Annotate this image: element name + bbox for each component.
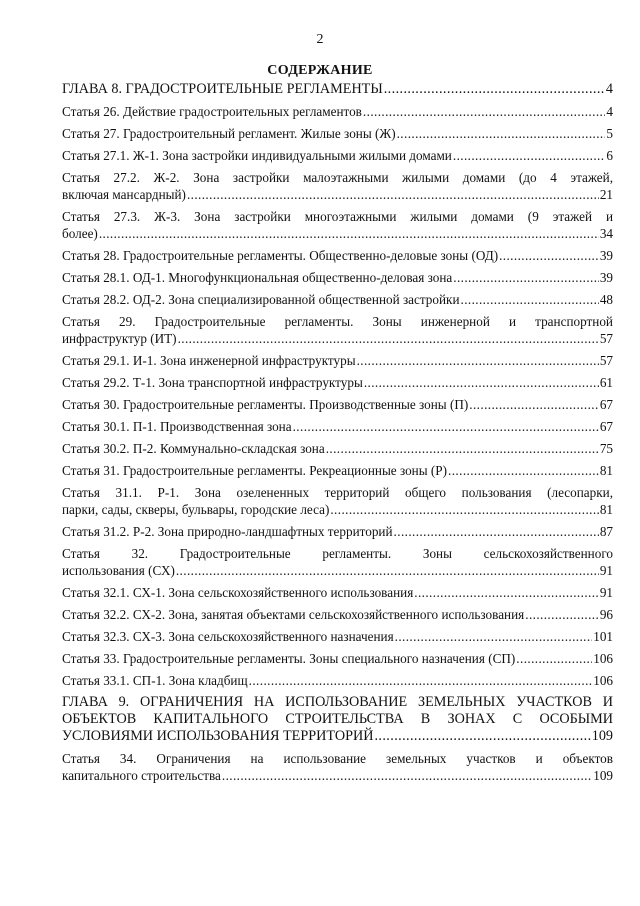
- toc-title: СОДЕРЖАНИЕ: [267, 63, 373, 78]
- dot-leader: [222, 767, 592, 784]
- toc-entry-page: 75: [599, 441, 613, 456]
- toc-entry-title: Статья 31.2. Р-2. Зона природно-ландшафтных территорий: [62, 524, 393, 539]
- toc-entry-chapter-8[interactable]: [62, 81, 613, 98]
- toc-entry-title: Статья 28.1. ОД-1. Многофункциональная общественно-деловая зона: [62, 270, 453, 285]
- toc-entry-title-line-2: инфраструктур (ИТ): [62, 331, 177, 346]
- toc-entry-title-line-3: УСЛОВИЯМИ ИСПОЛЬЗОВАНИЯ ТЕРРИТОРИЙ: [62, 728, 374, 744]
- dot-leader: [397, 125, 606, 142]
- toc-entry-title-line-1: ГЛАВА 9. ОГРАНИЧЕНИЯ НА ИСПОЛЬЗОВАНИЕ ЗЕМЕЛЬНЫХ УЧАСТКОВ И: [62, 694, 613, 710]
- toc-entry-title-line-2: более): [62, 226, 98, 241]
- toc-entry-page: 81: [599, 502, 613, 517]
- toc-entry-title-line-1: Статья 29. Градостроительные регламенты. Зоны инженерной и транспортной: [62, 314, 613, 329]
- dot-leader: [187, 186, 599, 203]
- dot-leader: [99, 225, 599, 242]
- toc-entry-article-27-3[interactable]: [62, 208, 613, 242]
- toc-entry-article-31[interactable]: [62, 462, 613, 479]
- toc-entry-page: 57: [599, 331, 613, 346]
- toc-entry-title: Статья 29.2. Т-1. Зона транспортной инфраструктуры: [62, 375, 363, 390]
- toc-entry-title: Статья 32.3. СХ-3. Зона сельскохозяйственного назначения: [62, 629, 394, 644]
- dot-leader: [414, 584, 599, 601]
- toc-entry-title: Статья 30.2. П-2. Коммунально-складская зона: [62, 441, 325, 456]
- toc-entry-article-32[interactable]: [62, 545, 613, 579]
- toc-entry-page: 21: [599, 187, 613, 202]
- toc-entry-article-27[interactable]: [62, 125, 613, 142]
- toc-entry-title: Статья 30.1. П-1. Производственная зона: [62, 419, 292, 434]
- toc-entry-page: 91: [599, 563, 613, 578]
- dot-leader: [453, 269, 599, 286]
- toc-entry-article-34[interactable]: [62, 750, 613, 784]
- toc-entry-title: Статья 27.1. Ж-1. Зона застройки индивидуальными жилыми домами: [62, 148, 452, 163]
- toc-entry-title: Статья 26. Действие градостроительных регламентов: [62, 104, 362, 119]
- toc-entry-page: 101: [593, 629, 613, 644]
- toc-entry-article-29[interactable]: [62, 313, 613, 347]
- toc-entry-article-29-2[interactable]: [62, 374, 613, 391]
- toc-entry-article-28[interactable]: [62, 247, 613, 264]
- toc-entry-title: Статья 28.2. ОД-2. Зона специализированной общественной застройки: [62, 292, 460, 307]
- toc-entry-title: Статья 30. Градостроительные регламенты. Производственные зоны (П): [62, 397, 469, 412]
- toc-entry-title-line-2: включая мансардный): [62, 187, 186, 202]
- toc-entry-chapter-9[interactable]: [62, 694, 613, 745]
- toc-entry-article-28-1[interactable]: [62, 269, 613, 286]
- toc-entry-title-line-2: ОБЪЕКТОВ КАПИТАЛЬНОГО СТРОИТЕЛЬСТВА В ЗОНАХ С ОСОБЫМИ: [62, 711, 613, 727]
- toc-entry-article-28-2[interactable]: [62, 291, 613, 308]
- toc-entry-article-26[interactable]: [62, 103, 613, 120]
- dot-leader: [395, 628, 593, 645]
- toc-entry-page: 81: [599, 463, 613, 478]
- toc-entry-article-32-2[interactable]: [62, 606, 613, 623]
- toc-entry-page: 96: [599, 607, 613, 622]
- toc-entry-article-27-2[interactable]: [62, 169, 613, 203]
- toc-entry-title-line-2: парки, сады, скверы, бульвары, городские леса): [62, 502, 330, 517]
- toc-entry-page: 106: [593, 673, 613, 688]
- dot-leader: [499, 247, 599, 264]
- toc-entry-title: Статья 32.1. СХ-1. Зона сельскохозяйственного использования: [62, 585, 414, 600]
- toc-entry-article-30-1[interactable]: [62, 418, 613, 435]
- toc-entry-page: 48: [599, 292, 613, 307]
- toc-entry-article-29-1[interactable]: [62, 352, 613, 369]
- toc-entry-article-30[interactable]: [62, 396, 613, 413]
- dot-leader: [516, 650, 592, 667]
- dot-leader: [176, 562, 599, 579]
- dot-leader: [394, 523, 599, 540]
- toc-entry-title-line-1: Статья 34. Ограничения на использование земельных участков и объектов: [62, 751, 613, 766]
- table-of-contents: [62, 81, 613, 789]
- toc-entry-article-33-1[interactable]: [62, 672, 613, 689]
- dot-leader: [326, 440, 599, 457]
- page-number: 2: [316, 32, 324, 47]
- dot-leader: [374, 728, 590, 745]
- toc-entry-page: 67: [599, 419, 613, 434]
- toc-entry-page: 6: [606, 148, 613, 163]
- toc-entry-title: Статья 27. Градостроительный регламент. Жилые зоны (Ж): [62, 126, 396, 141]
- dot-leader: [453, 147, 606, 164]
- toc-entry-title: Статья 31. Градостроительные регламенты. Рекреационные зоны (Р): [62, 463, 448, 478]
- toc-entry-article-27-1[interactable]: [62, 147, 613, 164]
- toc-entry-page: 34: [599, 226, 613, 241]
- toc-entry-title: Статья 33. Градостроительные регламенты. Зоны специального назначения (СП): [62, 651, 516, 666]
- toc-entry-page: 39: [599, 248, 613, 263]
- toc-entry-article-31-2[interactable]: [62, 523, 613, 540]
- toc-entry-title: Статья 29.1. И-1. Зона инженерной инфраструктуры: [62, 353, 356, 368]
- toc-entry-page: 106: [593, 651, 613, 666]
- dot-leader: [448, 462, 599, 479]
- dot-leader: [384, 81, 605, 98]
- toc-entry-page: 67: [599, 397, 613, 412]
- toc-entry-title-line-2: использования (СХ): [62, 563, 175, 578]
- dot-leader: [178, 330, 599, 347]
- dot-leader: [330, 501, 598, 518]
- toc-entry-page: 109: [591, 728, 613, 744]
- toc-entry-page: 61: [599, 375, 613, 390]
- dot-leader: [364, 374, 599, 391]
- dot-leader: [363, 103, 605, 120]
- toc-entry-title-line-2: капитального строительства: [62, 768, 221, 783]
- toc-entry-page: 109: [593, 768, 613, 783]
- toc-entry-page: 57: [599, 353, 613, 368]
- toc-entry-page: 87: [599, 524, 613, 539]
- toc-entry-article-33[interactable]: [62, 650, 613, 667]
- dot-leader: [461, 291, 599, 308]
- toc-entry-title-line-1: Статья 27.2. Ж-2. Зона застройки малоэтажными жилыми домами (до 4 этажей,: [62, 170, 613, 185]
- toc-entry-article-31-1[interactable]: [62, 484, 613, 518]
- toc-entry-page: 5: [606, 126, 613, 141]
- toc-entry-article-32-1[interactable]: [62, 584, 613, 601]
- dot-leader: [293, 418, 599, 435]
- dot-leader: [249, 672, 593, 689]
- toc-entry-title: ГЛАВА 8. ГРАДОСТРОИТЕЛЬНЫЕ РЕГЛАМЕНТЫ: [62, 81, 383, 97]
- toc-entry-page: 4: [605, 81, 613, 97]
- toc-entry-title: Статья 32.2. СХ-2. Зона, занятая объектами сельскохозяйственного использования: [62, 607, 525, 622]
- toc-entry-title: Статья 28. Градостроительные регламенты. Общественно-деловые зоны (ОД): [62, 248, 499, 263]
- toc-entry-article-30-2[interactable]: [62, 440, 613, 457]
- dot-leader: [525, 606, 599, 623]
- dot-leader: [469, 396, 599, 413]
- toc-entry-title: Статья 33.1. СП-1. Зона кладбищ: [62, 673, 248, 688]
- toc-entry-article-32-3[interactable]: [62, 628, 613, 645]
- toc-entry-title-line-1: Статья 27.3. Ж-3. Зона застройки многоэтажными жилыми домами (9 этажей и: [62, 209, 613, 224]
- toc-entry-page: 4: [606, 104, 613, 119]
- dot-leader: [357, 352, 599, 369]
- toc-entry-page: 91: [599, 585, 613, 600]
- toc-entry-page: 39: [599, 270, 613, 285]
- toc-entry-title-line-1: Статья 31.1. Р-1. Зона озелененных территорий общего пользования (лесопарки,: [62, 485, 613, 500]
- toc-entry-title-line-1: Статья 32. Градостроительные регламенты. Зоны сельскохозяйственного: [62, 546, 613, 561]
